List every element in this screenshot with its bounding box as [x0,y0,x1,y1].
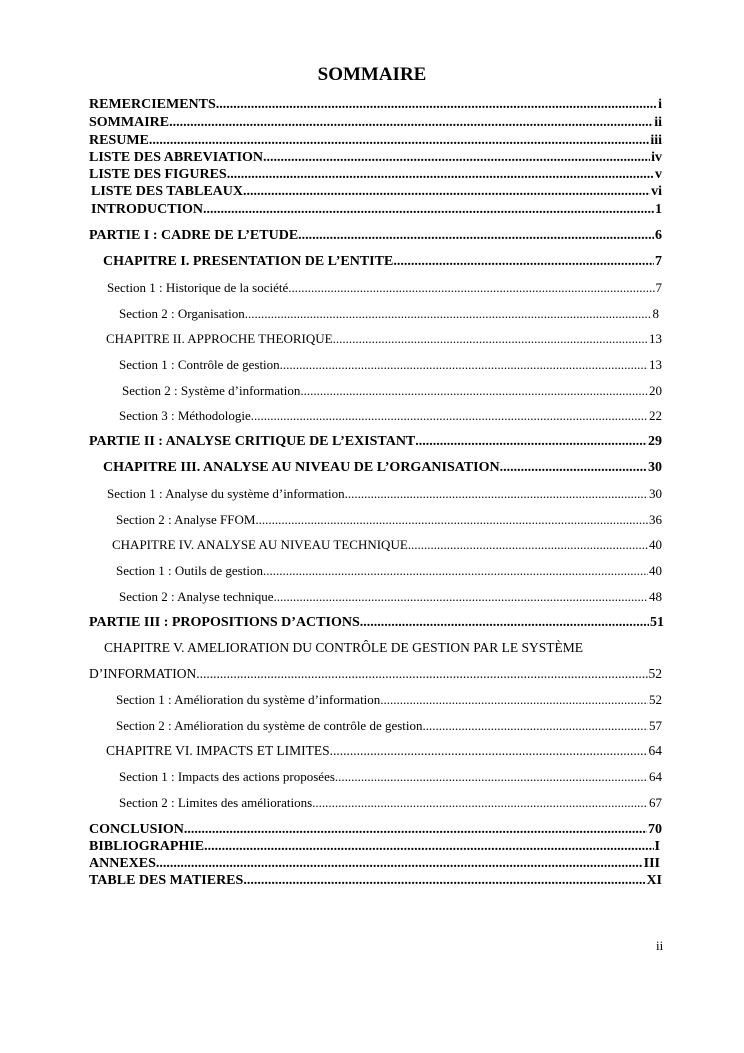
toc-entry[interactable] [89,434,662,450]
leader-dots [227,167,654,183]
toc-entry-page: 8 [652,306,659,321]
leader-dots [360,615,649,631]
toc-entry[interactable] [89,666,662,682]
leader-dots [415,434,647,450]
leader-dots [300,383,648,399]
toc-entry-page: 36 [649,512,662,527]
toc-entry-label: LISTE DES ABREVIATION [89,150,264,165]
toc-entry-page: 20 [649,383,662,398]
toc-entry-label: Section 1 : Impacts des actions proposées [119,769,335,784]
toc-entry-label: Section 3 : Méthodologie [119,408,251,423]
leader-dots [274,589,648,605]
toc-entry[interactable] [103,460,662,476]
toc-entry-page: v [655,167,662,182]
leader-dots [196,666,647,682]
toc-entry-label: INTRODUCTION [91,202,204,217]
leader-dots [280,357,648,373]
toc-entry[interactable] [119,357,662,373]
leader-dots [245,306,652,322]
leader-dots [335,769,648,785]
toc-entry[interactable] [119,589,662,605]
toc-entry[interactable] [89,839,660,855]
toc-entry-page: 29 [648,434,662,449]
toc-entry-label: Section 1 : Analyse du système d’information [107,486,345,501]
toc-entry[interactable] [106,743,662,759]
leader-dots [243,184,650,200]
toc-entry-page: iv [651,150,662,165]
toc-entry[interactable] [116,718,662,734]
leader-dots [255,512,648,528]
toc-entry-page: i [658,97,662,112]
toc-entry-label: Section 1 : Amélioration du système d’information [116,692,381,707]
toc-entry-page: iii [650,133,662,148]
leader-dots [243,873,645,889]
toc-entry-page: III [643,856,660,871]
toc-entry-label: TABLE DES MATIERES [89,873,244,888]
leader-dots [288,280,654,296]
leader-dots [263,150,650,166]
toc-entry-page: 6 [655,228,662,243]
toc-entry[interactable] [89,97,662,113]
toc-entry-label: Section 2 : Système d’information [122,383,301,398]
toc-entry-label: D’INFORMATION [89,666,197,681]
toc-entry-label: CHAPITRE I. PRESENTATION DE L’ENTITE [103,254,394,269]
toc-entry[interactable] [89,115,662,131]
toc-entry-page: 13 [649,357,662,372]
toc-entry-label: BIBLIOGRAPHIE [89,839,205,854]
toc-entry-label: Section 1 : Outils de gestion [116,563,263,578]
toc-entry-page: 30 [648,460,662,475]
leader-dots [203,202,654,218]
toc-entry-page: vi [651,184,662,199]
toc-entry-label: Section 1 : Historique de la société [107,280,289,295]
leader-dots [330,743,648,759]
toc-entry-label: Section 2 : Limites des améliorations [119,795,313,810]
toc-entry-label: REMERCIEMENTS [89,97,216,112]
toc-entry[interactable] [116,692,662,708]
toc-entry-label: SOMMAIRE [89,115,170,130]
toc-entry[interactable] [107,280,662,296]
toc-entry-page: 40 [649,563,662,578]
toc-entry-page: 30 [649,486,662,501]
toc-entry-page: 7 [655,254,662,269]
toc-entry-label: Section 2 : Organisation [119,306,245,321]
toc-entry[interactable] [89,873,662,889]
page-number: ii [656,938,664,953]
toc-entry-label: CONCLUSION [89,822,184,837]
toc-entry[interactable] [112,537,662,553]
toc-entry[interactable] [89,822,662,838]
toc-entry-page: 13 [649,331,662,346]
toc-entry-page: 48 [649,589,662,604]
toc-entry-page: 51 [650,615,664,630]
leader-dots [298,228,654,244]
toc-entry[interactable] [119,769,662,785]
toc-entry[interactable] [89,228,662,244]
toc-entry[interactable] [116,512,662,528]
toc-entry[interactable] [119,306,659,322]
toc-entry-page: 64 [648,743,662,758]
toc-entry-page: XI [646,873,662,888]
page-title: SOMMAIRE [317,64,427,85]
toc-entry-page: 57 [649,718,662,733]
leader-dots [393,254,654,270]
toc-entry-label: CHAPITRE II. APPROCHE THEORIQUE [106,331,333,346]
leader-dots [263,563,648,579]
toc-entry[interactable] [89,133,662,149]
toc-entry[interactable] [119,795,662,811]
leader-dots [345,486,648,502]
toc-entry-page: 7 [655,280,662,295]
toc-entry-page: 64 [649,769,662,784]
toc-entry-page: 52 [649,692,662,707]
toc-entry-page: 40 [649,537,662,552]
leader-dots [156,856,643,872]
toc-entry-page: 67 [649,795,662,810]
leader-dots [423,718,648,734]
toc-entry[interactable] [119,408,662,424]
toc-entry-label: CHAPITRE IV. ANALYSE AU NIVEAU TECHNIQUE [112,537,408,552]
toc-entry[interactable] [103,254,662,270]
toc-entry[interactable] [89,856,660,872]
toc-entry-label: LISTE DES FIGURES [89,167,227,182]
toc-entry[interactable] [116,563,662,579]
toc-entry-page: ii [654,115,662,130]
leader-dots [169,115,653,131]
toc-entry-label: ANNEXES [89,856,156,871]
toc-entry[interactable] [89,167,662,183]
toc-entry-label: PARTIE II : ANALYSE CRITIQUE DE L’EXISTANT [89,434,416,449]
toc-entry-label: CHAPITRE III. ANALYSE AU NIVEAU DE L’ORGANISATION [103,460,500,475]
toc-entry-page: 22 [649,408,662,423]
toc-entry-page: 70 [648,822,662,837]
toc-entry-label: Section 1 : Contrôle de gestion [119,357,280,372]
toc-entry-page: I [654,839,660,854]
toc-entry[interactable] [89,615,664,631]
leader-dots [216,97,657,113]
toc-entry-page: 52 [648,666,662,681]
toc-entry[interactable] [91,202,662,218]
toc-entry[interactable] [122,383,662,399]
toc-entry[interactable] [106,331,662,347]
toc-entry[interactable] [91,184,662,200]
leader-dots [251,408,648,424]
leader-dots [408,537,648,553]
toc-entry-label: PARTIE I : CADRE DE L’ETUDE [89,228,299,243]
toc-entry-label: Section 2 : Analyse FFOM [116,512,256,527]
leader-dots [333,331,648,347]
leader-dots [380,692,648,708]
leader-dots [312,795,648,811]
leader-dots [204,839,653,855]
toc-entry-label: RESUME [89,133,149,148]
leader-dots [184,822,647,838]
toc-entry-label: LISTE DES TABLEAUX [91,184,243,199]
toc-entry-continued[interactable]: CHAPITRE V. AMELIORATION DU CONTRÔLE DE GESTION PAR LE SYSTÈME [104,640,584,655]
toc-entry-label: Section 2 : Analyse technique [119,589,274,604]
toc-entry[interactable] [107,486,662,502]
toc-entry[interactable] [89,150,662,166]
toc-entry-label: CHAPITRE VI. IMPACTS ET LIMITES [106,743,330,758]
toc-entry-label: PARTIE III : PROPOSITIONS D’ACTIONS [89,615,360,630]
leader-dots [500,460,647,476]
toc-entry-page: 1 [655,202,662,217]
toc-entry-label: Section 2 : Amélioration du système de contrôle de gestion [116,718,423,733]
leader-dots [149,133,649,149]
